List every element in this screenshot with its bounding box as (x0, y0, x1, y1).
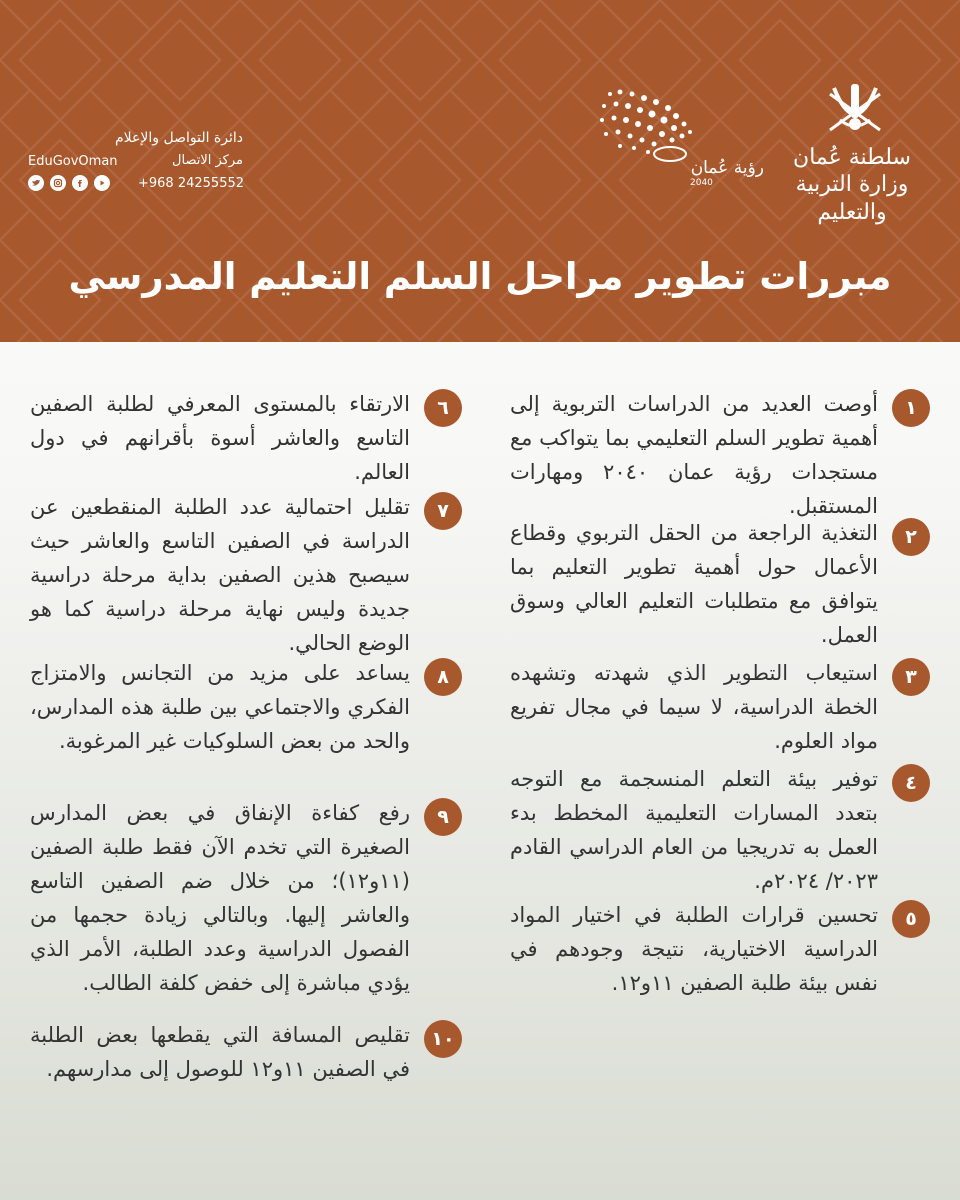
item-text: أوصت العديد من الدراسات التربوية إلى أهمية تطوير السلم التعليمي بما يتواكب مع مستجدات رؤية عمان ٢٠٤٠ ومهارات المستقبل. (510, 392, 879, 518)
list-item (510, 898, 930, 1000)
item-number-badge: ٢ (892, 518, 930, 556)
ministry-label: وزارة التربية والتعليم (795, 172, 909, 225)
page-title: مبررات تطوير مراحل السلم التعليم المدرسي (68, 255, 892, 298)
vision-year: 2040 (690, 178, 713, 188)
list-item (30, 490, 462, 660)
item-number-badge: ٤ (892, 764, 930, 802)
item-text: الارتقاء بالمستوى المعرفي لطلبة الصفين التاسع والعاشر أسوة بأقرانهم في دول العالم. (30, 392, 410, 484)
list-item (30, 796, 462, 1000)
item-number-badge: ١٠ (424, 1020, 462, 1058)
list-item (30, 656, 462, 758)
item-text: تقليص المسافة التي يقطعها بعض الطلبة في الصفين ١١و١٢ للوصول إلى مدارسهم. (30, 1023, 410, 1081)
instagram-icon[interactable] (50, 175, 66, 191)
list-item (510, 516, 930, 652)
list-item (510, 387, 930, 523)
item-number-badge: ١ (892, 389, 930, 427)
item-text: رفع كفاءة الإنفاق في بعض المدارس الصغيرة التي تخدم الآن فقط طلبة الصفين (١١و١٢)؛ من خلال ضم الصفين التاسع والعاشر إليها. وبالتالي زيادة حجمها من الفصول الدراسية وعدد الطلبة، الأمر الذي يؤدي مباشرة إلى خفض كلفة الطالب. (30, 801, 410, 995)
item-number-badge: ٧ (424, 492, 462, 530)
item-number-badge: ٣ (892, 658, 930, 696)
item-text: يساعد على مزيد من التجانس والامتزاج الفكري والاجتماعي بين طلبة هذه المدارس، والحد من بعض السلوكيات غير المرغوبة. (30, 661, 410, 753)
item-number-badge: ٩ (424, 798, 462, 836)
youtube-icon[interactable] (94, 175, 110, 191)
facebook-icon[interactable] (72, 175, 88, 191)
sultanate-label: سلطنة عُمان (793, 145, 911, 170)
header-band (0, 0, 960, 342)
department-name: دائرة التواصل والإعلام (115, 130, 243, 146)
item-number-badge: ٨ (424, 658, 462, 696)
list-item (510, 656, 930, 758)
item-number-badge: ٦ (424, 389, 462, 427)
twitter-icon[interactable] (28, 175, 44, 191)
item-text: استيعاب التطوير الذي شهدته وتشهده الخطة الدراسية، لا سيما في مجال تفريع مواد العلوم. (510, 661, 878, 753)
social-icons (28, 175, 110, 191)
vision-label: رؤية عُمان (690, 158, 764, 178)
list-item (30, 1018, 462, 1086)
item-text: التغذية الراجعة من الحقل التربوي وقطاع الأعمال حول أهمية تطوير التعليم بما يتوافق مع متطلبات التعليم العالي وسوق العمل. (510, 521, 878, 647)
contact-center-label: مركز الاتصال (172, 153, 243, 168)
list-item (510, 762, 930, 898)
ministry-name (772, 145, 932, 227)
social-handle[interactable]: EduGovOman (28, 154, 118, 169)
oman-emblem-icon (820, 80, 890, 140)
item-text: تقليل احتمالية عدد الطلبة المنقطعين عن الدراسة في الصفين التاسع والعاشر حيث سيصبح هذين الصفين بداية مرحلة دراسية جديدة وليس نهاية مرحلة دراسية كما هو الوضع الحالي. (30, 495, 410, 655)
vision-2040-wordmark (672, 158, 764, 188)
item-number-badge: ٥ (892, 900, 930, 938)
phone-number[interactable]: +968 24255552 (138, 176, 245, 191)
list-item (30, 387, 462, 489)
item-text: تحسين قرارات الطلبة في اختيار المواد الدراسية الاختيارية، نتيجة وجودهم في نفس بيئة طلبة الصفين ١١و١٢. (510, 903, 878, 995)
item-text: توفير بيئة التعلم المنسجمة مع التوجه بتعدد المسارات التعليمية المخطط بدء العمل به تدريجيا من العام الدراسي القادم ٢٠٢٣/ ٢٠٢٤م. (510, 767, 878, 893)
